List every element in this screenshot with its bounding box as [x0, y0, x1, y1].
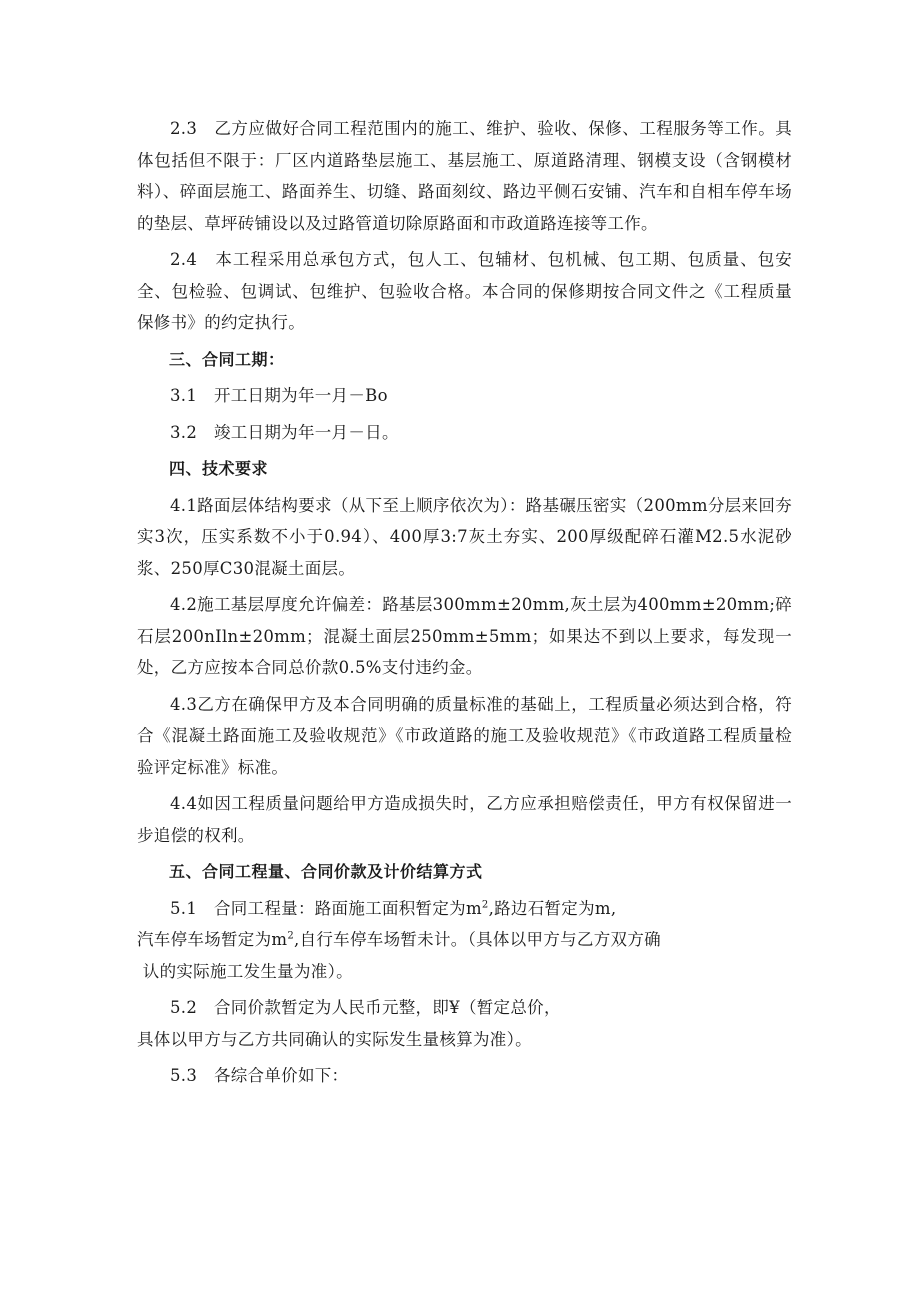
section-heading-contract-period: 三、合同工期：: [169, 349, 285, 369]
clause-4-2: 4.2施工基层厚度允许偏差：路基层300mm±20mm,灰土层为400mm±20mm;碎石层200nIln±20mm；混凝土面层250mm±5mm；如果达不到以上要求，每发现一处，乙方应按本合同总价款0.5%支付违约金。: [137, 595, 792, 677]
clause-4-1: 4.1路面层体结构要求（从下至上顺序依次为）：路基碾压密实（200mm分层来回夯实3次，压实系数不小于0.94）、400厚3:7灰土夯实、200厚级配碎石灌M2.5水泥砂浆、250厚C30混凝土面层。: [137, 495, 792, 578]
clause-5-2-line-2: 具体以甲方与乙方共同确认的实际发生量核算为准）。: [137, 1029, 532, 1049]
clause-5-1-line-1: [137, 893, 792, 925]
square-superscript: 2: [287, 930, 295, 942]
clause-5-3: 5.3 各综合单价如下：: [170, 1066, 349, 1085]
clause-5-1: [137, 893, 792, 988]
clause-2-4: 2.4 本工程采用总承包方式，包人工、包辅材、包机械、包工期、包质量、包安全、包检验、包调试、包维护、包验收合格。本合同的保修期按合同文件之《工程质量保修书》的约定执行。: [137, 250, 792, 332]
clause-4-3: 4.3乙方在确保甲方及本合同明确的质量标准的基础上，工程质量必须达到合格，符合《混凝土路面施工及验收规范》《市政道路的施工及验收规范》《市政道路工程质量检验评定标准》标准。: [137, 694, 792, 777]
clause-2-3: 2.3 乙方应做好合同工程范围内的施工、维护、验收、保修、工程服务等工作。具体包括但不限于：厂区内道路垫层施工、基层施工、原道路清理、钢模支设（含钢模材料）、碎面层施工、路面养生、切缝、路面刻纹、路边平侧石安铺、汽车和自相车停车场的垫层、草坪砖铺设以及过路管道切除原路面和市政道路连接等工作。: [137, 119, 792, 233]
clause-4-4: 4.4如因工程质量问题给甲方造成损失时，乙方应承担赔偿责任，甲方有权保留进一步追偿的权利。: [137, 794, 792, 845]
clause-3-1: 3.1 开工日期为年一月－Bo: [170, 386, 388, 405]
section-heading-quantities-and-price: 五、合同工程量、合同价款及计价结算方式: [169, 862, 483, 881]
clause-5-1-line-2: [137, 924, 792, 956]
clause-3-2: 3.2 竣工日期为年一月－日。: [170, 422, 399, 442]
clause-5-1-text-c: 汽车停车场暂定为m: [137, 930, 288, 949]
clause-5-1-line-3: 认的实际施工发生量为准）。: [142, 961, 353, 981]
clause-5-1-text-b: ,路边石暂定为m,: [488, 898, 617, 918]
section-heading-technical-requirements: 四、技术要求: [169, 459, 269, 478]
document-body: [137, 113, 792, 1097]
clause-5-2-line-1: 5.2 合同价款暂定为人民币元整，即¥（暂定总价，: [170, 998, 561, 1017]
clause-5-1-text-d: ,自行车停车场暂未计。（具体以甲方与乙方双方确: [294, 930, 661, 949]
clause-5-1-text-a: 5.1 合同工程量：路面施工面积暂定为m: [170, 898, 482, 918]
square-superscript: 2: [481, 899, 489, 910]
clause-5-2: [137, 992, 792, 1055]
